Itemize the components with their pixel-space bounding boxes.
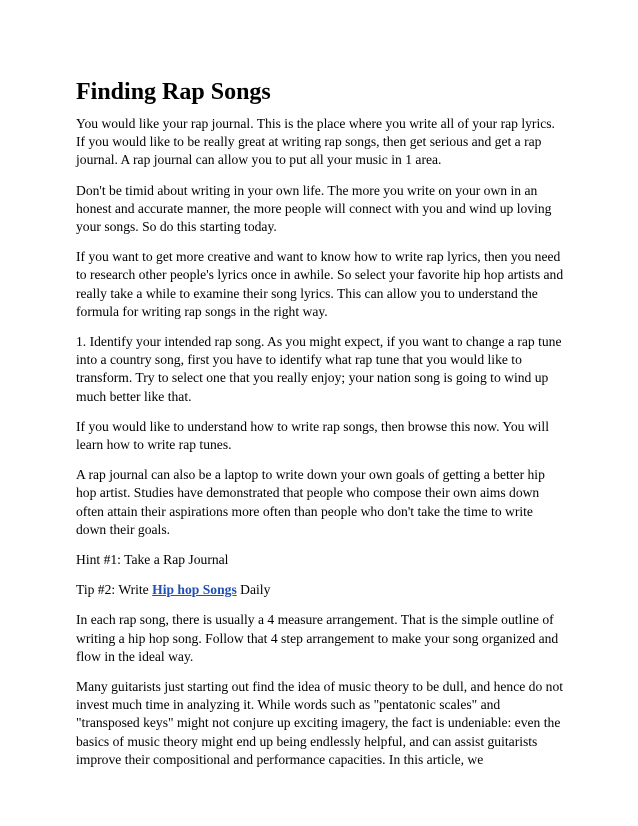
tip-prefix: Tip #2: Write — [76, 582, 153, 598]
paragraph: If you would like to understand how to write rap songs, then browse this now. You will learn how to write rap tunes. — [76, 418, 549, 453]
paragraph: A rap journal can also be a laptop to write down your own goals of getting a better hip hop artist. Studies have demonstrated that people who compose their own aims down often attain their aspirations more often than people who don't take the time to write down their goals. — [76, 467, 545, 537]
paragraph: 1. Identify your intended rap song. As you might expect, if you want to change a rap tune into a country song, first you have to identify what rap tune that you would like to transform. Try to select one that you really enjoy; your nation song is going to wind up much better like that. — [76, 334, 562, 404]
paragraph: Many guitarists just starting out find the idea of music theory to be dull, and hence do not invest much time in analyzing it. While words such as "pentatonic scales" and "transposed keys" might not conjure up exciting imagery, the fact is undeniable: even the basics of music theory might end up being endlessly helpful, and can assist guitarists improve their compositional and performance capacities. In this article, we — [76, 679, 564, 767]
document-page — [76, 78, 564, 781]
paragraph: Don't be timid about writing in your own life. The more you write on your own in an honest and accurate manner, the more people will connect with you and wind up loving your songs. So do this starting today. — [76, 182, 552, 235]
tip-line — [76, 581, 564, 599]
document-title: Finding Rap Songs — [76, 79, 271, 105]
paragraph: You would like your rap journal. This is the place where you write all of your rap lyrics. If you would like to be really great at writing rap songs, then get serious and get a rap journal. A rap journal can allow you to put all your music in 1 area. — [76, 116, 555, 168]
paragraph: In each rap song, there is usually a 4 measure arrangement. That is the simple outline of writing a hip hop song. Follow that 4 step arrangement to make your song organized and flow in the ideal way. — [76, 612, 559, 664]
paragraph: If you want to get more creative and want to know how to write rap lyrics, then you need to research other people's lyrics once in awhile. So select your favorite hip hop artists and really take a while to examine their song lyrics. This can allow you to understand the formula for writing rap songs in the right way. — [76, 249, 564, 319]
paragraph: Hint #1: Take a Rap Journal — [76, 552, 229, 568]
tip-suffix: Daily — [236, 582, 271, 598]
hip-hop-songs-link[interactable]: Hip hop Songs — [152, 582, 237, 598]
